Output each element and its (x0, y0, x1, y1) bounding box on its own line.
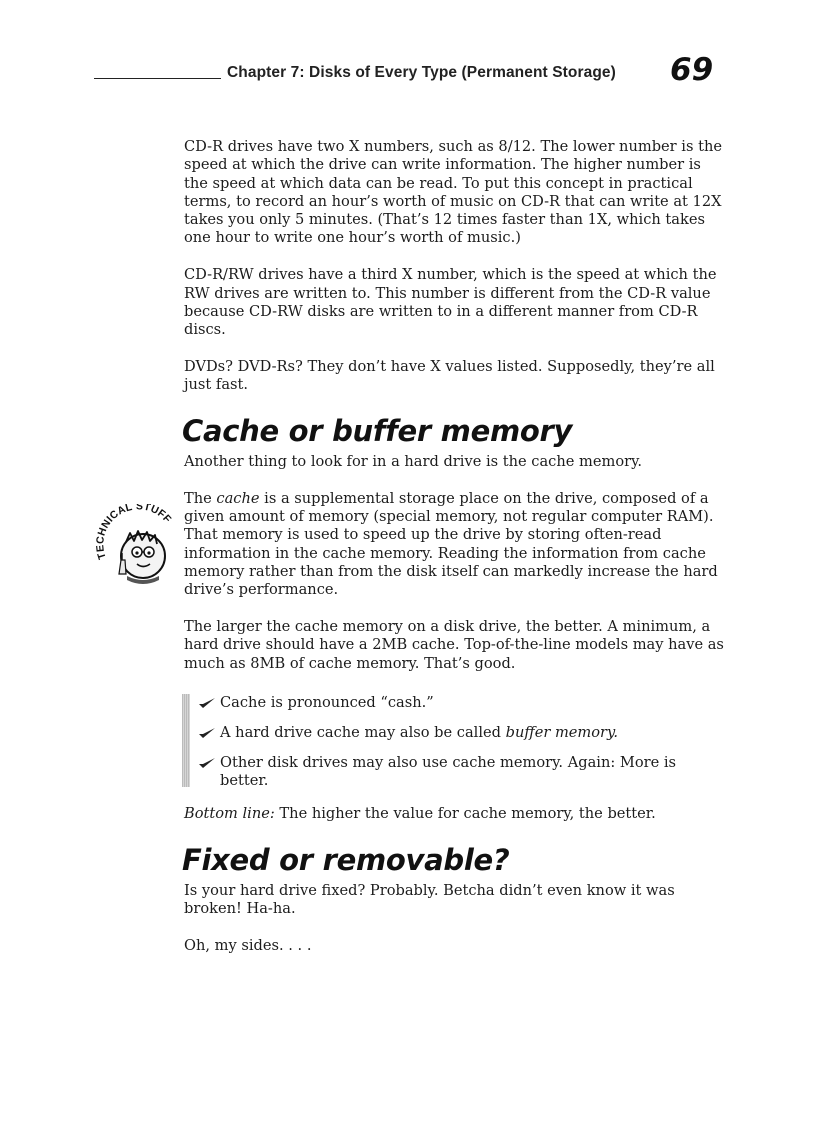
bullet-list (182, 692, 724, 791)
cache-term: cache (216, 489, 260, 507)
paragraph-sides: Oh, my sides. . . . (184, 936, 312, 954)
sidebar-bar (182, 694, 190, 787)
checkmark-icon (198, 754, 220, 774)
checkmark-icon (198, 694, 220, 714)
paragraph-fixed: Is your hard drive fixed? Probably. Betcha didn’t even know it was broken! Ha-ha. (184, 881, 675, 917)
paragraph-cache-size: The larger the cache memory on a disk drive, the better. A minimum, a hard drive should have a 2MB cache. Top-of-the-line models may have as much as 8MB of cache memory. That’s good. (184, 618, 724, 672)
page-body (184, 138, 724, 973)
header-rule (94, 78, 221, 79)
paragraph-cd-rw: CD-R/RW drives have a third X number, which is the speed at which the RW drives are written to. This number is different from the CD-R value because CD-RW disks are written to in a different manner from CD-R discs. (184, 266, 717, 339)
chapter-title: Chapter 7: Disks of Every Type (Permanent Storage) (227, 64, 616, 81)
technical-stuff-icon (93, 504, 177, 588)
checkmark-icon (198, 724, 220, 744)
paragraph-cache-intro: Another thing to look for in a hard drive is the cache memory. (184, 453, 643, 471)
icon-label: TECHNICAL STUFF (94, 504, 174, 561)
list-item: A hard drive cache may also be called buffer memory. (198, 724, 724, 744)
paragraph-cd-r: CD-R drives have two X numbers, such as 8/12. The lower number is the speed at which the drive can write information. The higher number is the speed at which data can be read. To put this concept in practical terms, to record an hour’s worth of music on CD-R that can write at 12X takes you only 5 minutes. (That’s 12 times faster than 1X, which takes one hour to write one hour’s worth of music.) (184, 138, 722, 247)
page-number: 69 (670, 52, 714, 88)
list-item: Other disk drives may also use cache memory. Again: More is better. (198, 754, 724, 791)
section-heading-cache: Cache or buffer memory (182, 414, 573, 449)
paragraph-dvd: DVDs? DVD-Rs? They don’t have X values listed. Supposedly, they’re all just fast. (184, 357, 715, 394)
paragraph-cache-definition: The cache is a supplemental storage place on the drive, composed of a given amount of memory (special memory, not regular computer RAM). That memory is used to speed up the drive by storing often-read information in the cache memory. Reading the information from cache memory rather than from the disk itself can markedly increase the hard drive’s performance. (184, 489, 718, 599)
paragraph-bottom-line: Bottom line: The higher the value for cache memory, the better. (184, 804, 656, 822)
list-item: Cache is pronounced “cash.” (198, 694, 724, 714)
section-heading-fixed: Fixed or removable? (182, 842, 510, 877)
